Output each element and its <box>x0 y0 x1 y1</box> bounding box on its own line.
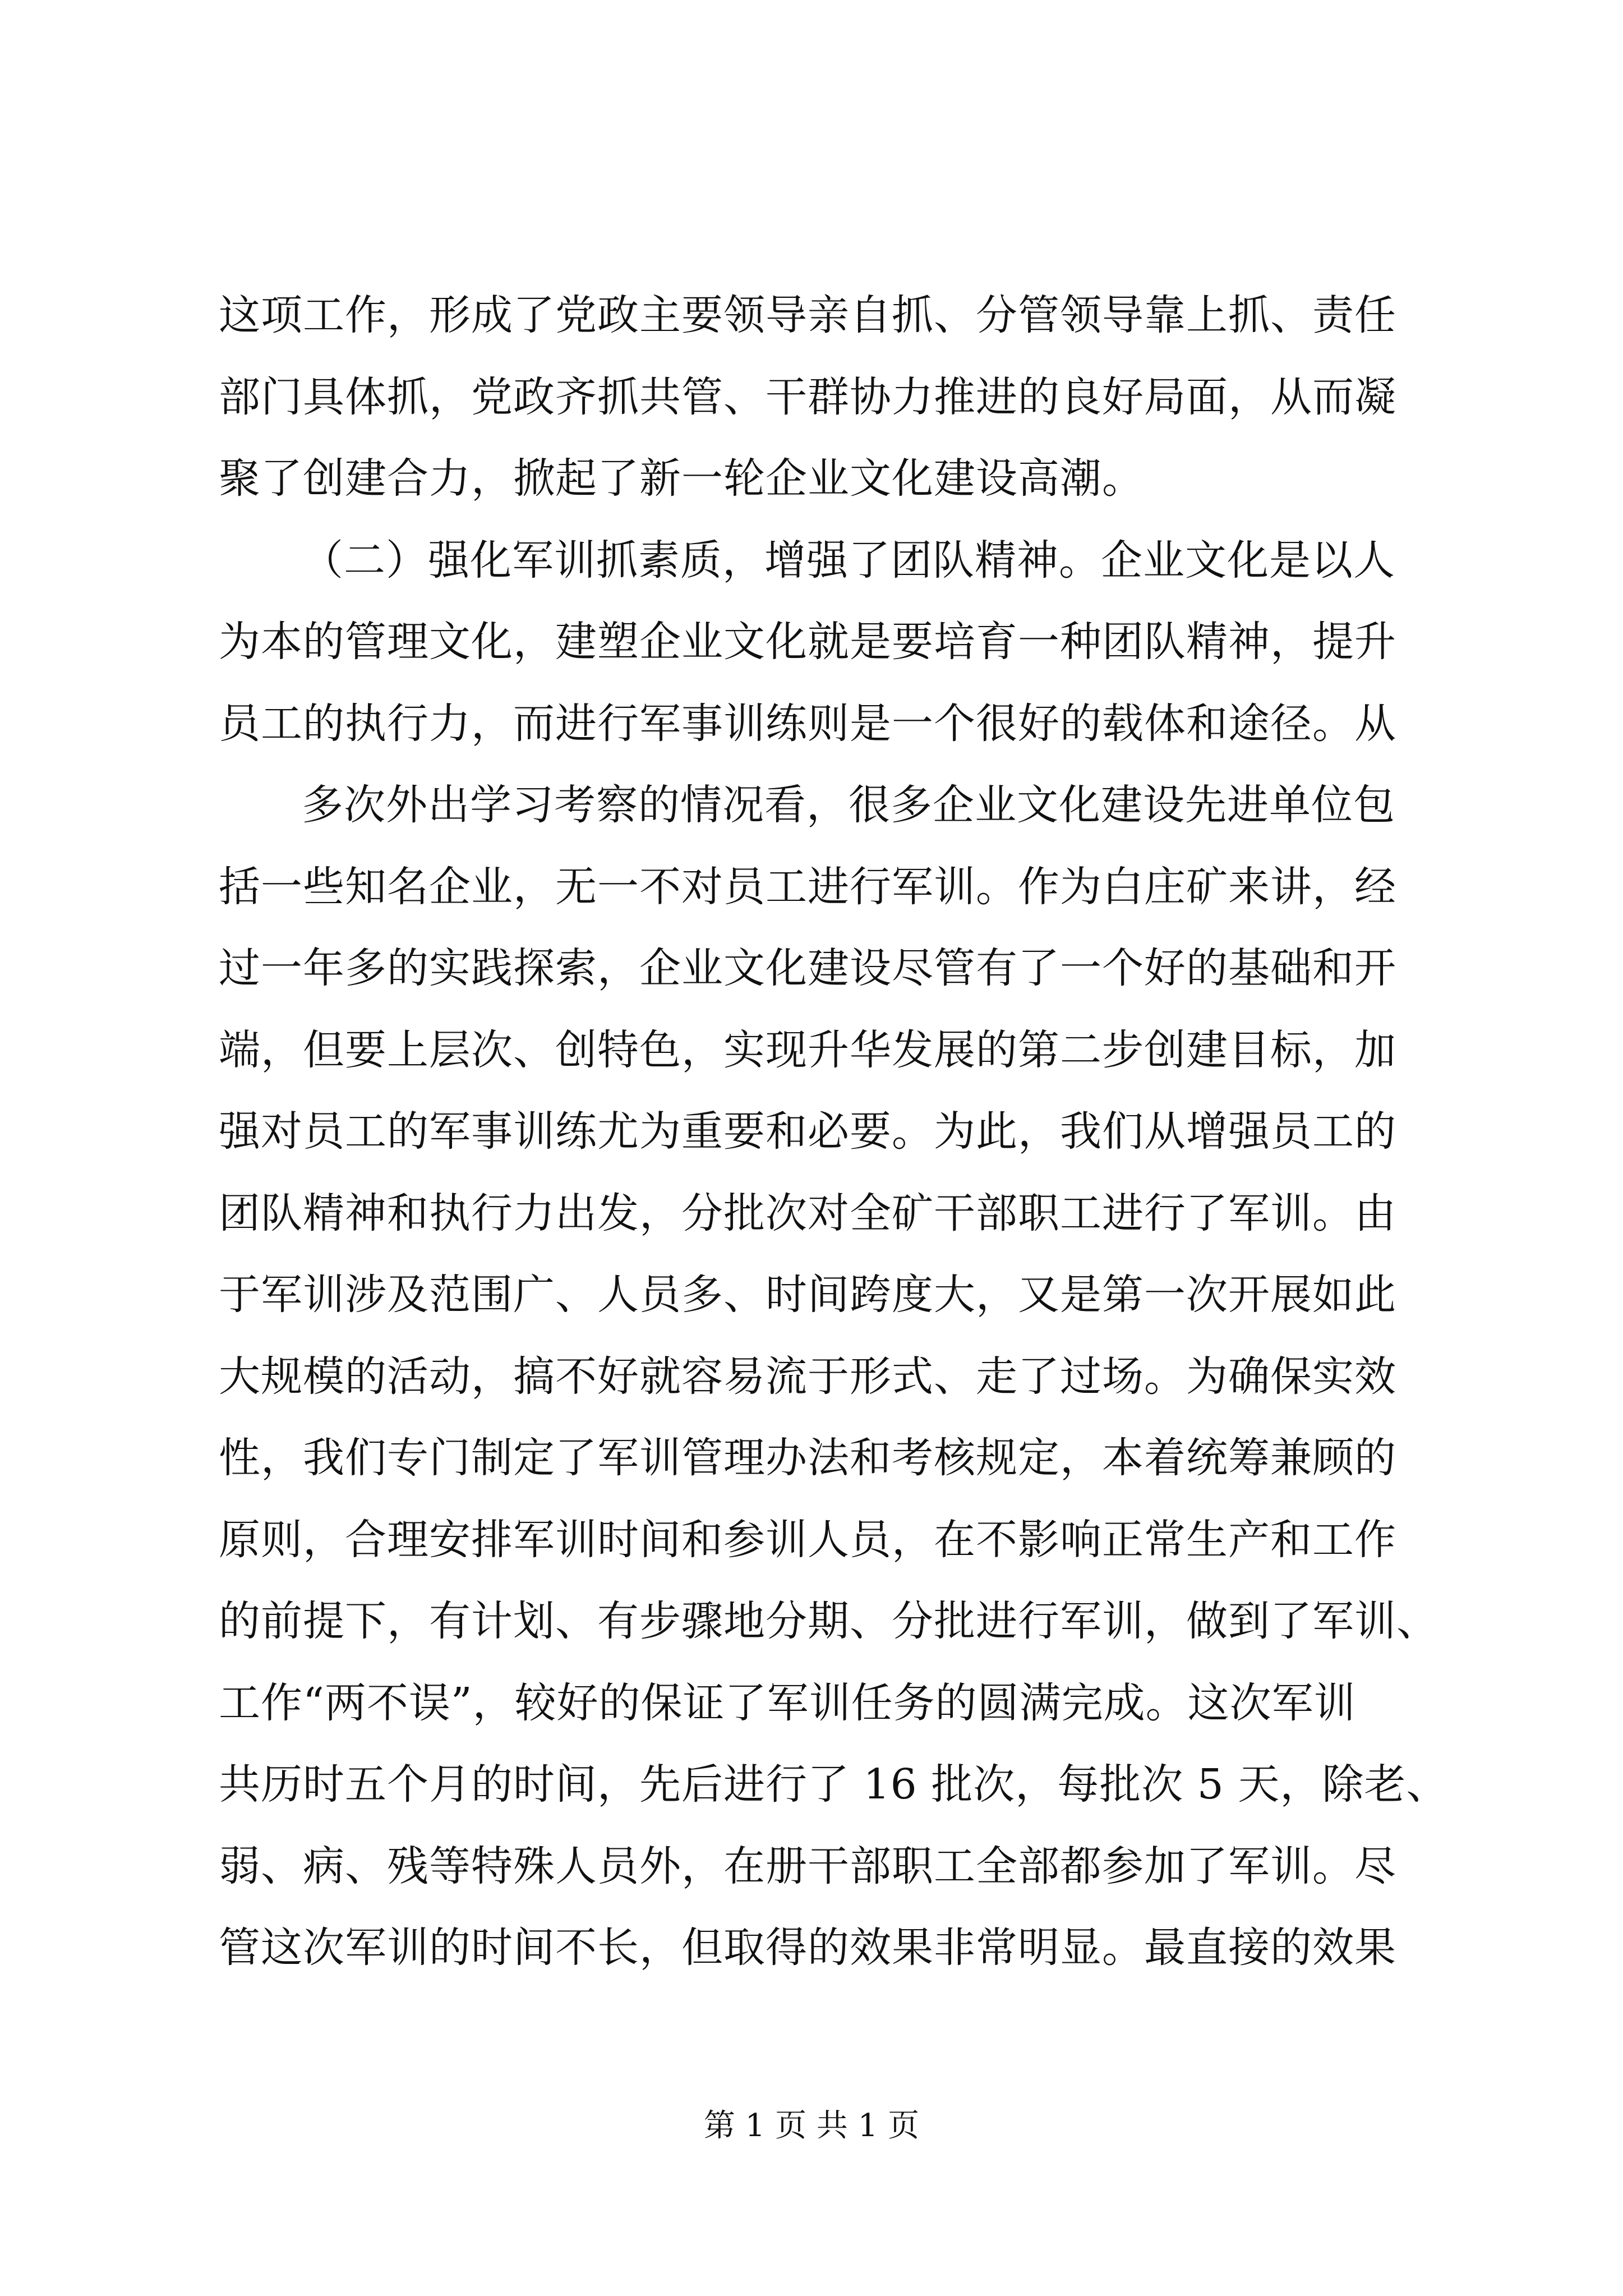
text-line: （二）强化军训抓素质，增强了团队精神。企业文化是以人 <box>302 536 1395 585</box>
text-line: 为本的管理文化，建塑企业文化就是要培育一种团队精神，提升 <box>219 618 1396 666</box>
page-footer: 第 1 页 共 1 页 <box>703 2108 920 2144</box>
text-line: 端，但要上层次、创特色，实现升华发展的第二步创建目标，加 <box>219 1025 1396 1074</box>
text-line: 大规模的活动，搞不好就容易流于形式、走了过场。为确保实效 <box>219 1352 1396 1401</box>
text-line: 弱、病、残等特殊人员外，在册干部职工全部都参加了军训。尽 <box>219 1842 1396 1890</box>
text-line: 括一些知名企业，无一不对员工进行军训。作为白庄矿来讲，经 <box>219 862 1396 911</box>
text-line: 员工的执行力，而进行军事训练则是一个很好的载体和途径。从 <box>219 699 1396 748</box>
text-line: 聚了创建合力，掀起了新一轮企业文化建设高潮。 <box>219 454 1144 503</box>
text-line: 原则，合理安排军训时间和参训人员，在不影响正常生产和工作 <box>219 1515 1396 1564</box>
text-line: 这项工作，形成了党政主要领导亲自抓、分管领导靠上抓、责任 <box>219 291 1396 339</box>
text-line: 多次外出学习考察的情况看，很多企业文化建设先进单位包 <box>302 781 1395 829</box>
text-line: 强对员工的军事训练尤为重要和必要。为此，我们从增强员工的 <box>219 1107 1396 1156</box>
text-line: 共历时五个月的时间，先后进行了 16 批次，每批次 5 天，除老、 <box>219 1760 1449 1809</box>
text-line: 的前提下，有计划、有步骤地分期、分批进行军训，做到了军训、 <box>219 1597 1438 1645</box>
text-line: 管这次军训的时间不长，但取得的效果非常明显。最直接的效果 <box>219 1924 1396 1972</box>
text-line: 过一年多的实践探索，企业文化建设尽管有了一个好的基础和开 <box>219 944 1396 992</box>
text-line: 工作“两不误”，较好的保证了军训任务的圆满完成。这次军训 <box>219 1678 1356 1727</box>
text-line: 部门具体抓，党政齐抓共管、干群协力推进的良好局面，从而凝 <box>219 372 1396 421</box>
text-line: 于军训涉及范围广、人员多、时间跨度大，又是第一次开展如此 <box>219 1271 1396 1319</box>
text-line: 性，我们专门制定了军训管理办法和考核规定，本着统筹兼顾的 <box>219 1434 1396 1482</box>
body-text <box>219 275 1449 1989</box>
text-line: 团队精神和执行力出发，分批次对全矿干部职工进行了军训。由 <box>219 1189 1396 1237</box>
